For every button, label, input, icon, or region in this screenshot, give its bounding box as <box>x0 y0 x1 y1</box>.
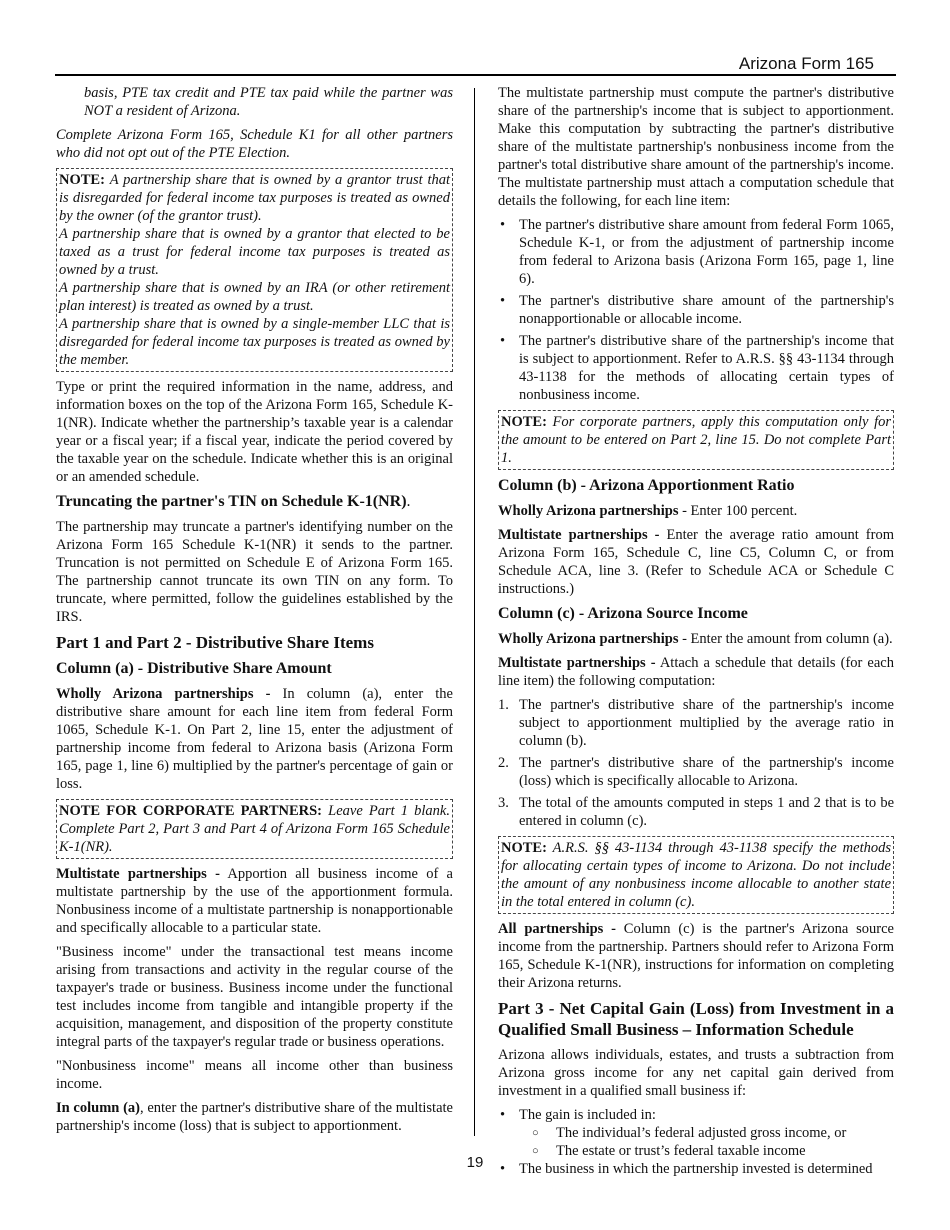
list-item: ○ The estate or trust’s federal taxable income <box>498 1142 894 1160</box>
note-label: NOTE: <box>59 172 105 188</box>
list-item: 3. The total of the amounts computed in steps 1 and 2 that is to be entered in column (c). <box>498 795 894 829</box>
multistate-compute-paragraph: The multistate partnership must compute the partner's distributive share of the partnership's income that is subject to apportionment. Make this computation by subtracting the partner's distributive share of the multistate partnership's nonbusiness income from the partner's total distributive share amount of the partnership's income. The multistate partnership must attach a computation schedule that details the following, for each line item: <box>498 85 894 209</box>
part3-paragraph: Arizona allows individuals, estates, and trusts a subtraction from Arizona gross income for any net capital gain derived from investment in a qualified small business if: <box>498 1047 894 1099</box>
column-b-multistate-paragraph: Multistate partnerships - Enter the average ratio amount from Arizona Form 165, Schedule C, line C5, Column C, or from Schedule ACA, line 3. (Refer to Schedule ACA or Schedule C instructions.) <box>498 527 894 597</box>
column-c-heading: Column (c) - Arizona Source Income <box>498 605 748 622</box>
column-b-wholly-paragraph: Wholly Arizona partnerships - Enter 100 percent. <box>498 503 798 519</box>
grantor-trust-note <box>56 168 453 372</box>
column-b-heading: Column (b) - Arizona Apportionment Ratio <box>498 477 795 494</box>
note-line: NOTE: A partnership share that is owned by a grantor trust that is disregarded for federal income tax purposes is treated as owned by the owner (of the grantor trust). <box>59 172 451 224</box>
list-item: • The business in which the partnership invested is determined <box>498 1160 894 1178</box>
column-a-heading: Column (a) - Distributive Share Amount <box>56 660 332 677</box>
continued-paragraph: basis, PTE tax credit and PTE tax paid while the partner was NOT a resident of Arizona. <box>84 85 453 119</box>
list-item: • The gain is included in: ○ The individual’s federal adjusted gross income, or ○ The estate or trust’s federal taxable income <box>498 1106 894 1160</box>
part3-heading: Part 3 - Net Capital Gain (Loss) from Investment in a Qualified Small Business – Information Schedule <box>498 999 894 1039</box>
list-item: ○ The individual’s federal adjusted gross income, or <box>498 1124 894 1142</box>
type-or-print-paragraph: Type or print the required information in the name, address, and information boxes on the top of the Arizona Form 165, Schedule K-1(NR). Indicate whether the partnership’s taxable year is a calendar year or a fiscal year; if a fiscal year, indicate the period covered by the taxable year on the schedule. Indicate whether this is an original or an amended schedule. <box>56 379 453 485</box>
column-divider <box>474 88 475 1136</box>
header-rule <box>55 74 896 76</box>
left-column <box>56 84 453 1141</box>
column-c-wholly-paragraph: Wholly Arizona partnerships - Enter the amount from column (a). <box>498 631 893 647</box>
in-column-a-paragraph: In column (a), enter the partner's distributive share of the multistate partnership's income (loss) that is subject to apportionment. <box>56 1100 453 1134</box>
column-c-multistate-paragraph: Multistate partnerships - Attach a schedule that details (for each line item) the following computation: <box>498 655 894 689</box>
business-income-paragraph: "Business income" under the transactional test means income arising from transactions and activity in the regular course of the taxpayer's trade or business. Business income under the functional test includes income from tangible and intangible property if the acquisition, management, and disposition of the property constitute integral parts of the taxpayer's regular trade or business operations. <box>56 944 453 1050</box>
form-title: Arizona Form 165 <box>738 54 874 73</box>
list-item: • The partner's distributive share of the partnership's income that is subject to apportionment. Refer to A.R.S. §§ 43-1134 through 43-1138 for the methods of allocating certain types of nonbusiness income. <box>498 332 894 404</box>
line-item-list <box>498 216 894 404</box>
all-partnerships-paragraph: All partnerships - Column (c) is the partner's Arizona source income from the partnership. Partners should refer to Arizona Form 165, Schedule K-1(NR), instructions for information on completing their Arizona returns. <box>498 921 894 991</box>
list-item: • The partner's distributive share amount of the partnership's nonapportionable or allocable income. <box>498 292 894 328</box>
multistate-paragraph: Multistate partnerships - Apportion all business income of a multistate partnership by the use of the apportionment formula. Nonbusiness income of a multistate partnership is nonapportionable and specifically allocable to a particular state. <box>56 866 453 936</box>
corporate-partners-note: NOTE FOR CORPORATE PARTNERS: Leave Part 1 blank. Complete Part 2, Part 3 and Part 4 of Arizona Form 165 Schedule K-1(NR). <box>56 799 453 859</box>
list-item: • The partner's distributive share amount from federal Form 1065, Schedule K-1, or from the adjustment of partnership income from federal to Arizona basis (Arizona Form 165, page 1, line 6). <box>498 216 894 288</box>
tin-paragraph: The partnership may truncate a partner's identifying number on the Arizona Form 165 Schedule K-1(NR) it sends to the partner. Truncation is not permitted on Schedule E of Arizona Form 165. The partnership cannot truncate its own TIN on any form. To truncate, where permitted, follow the guidelines established by the IRS. <box>56 519 453 625</box>
complete-k1-paragraph: Complete Arizona Form 165, Schedule K1 for all other partners who did not opt out of the PTE Election. <box>56 127 453 161</box>
note-line: A partnership share that is owned by a single-member LLC that is disregarded for federal income tax purposes is treated as owned by the member. <box>59 316 450 368</box>
page-number: 19 <box>466 1154 484 1171</box>
right-column <box>498 84 894 1182</box>
wholly-arizona-paragraph: Wholly Arizona partnerships - In column (a), enter the distributive share amount for each line item from federal Form 1065, Schedule K-1. On Part 2, line 15, enter the adjustment of partnership income from federal to Arizona basis (Arizona Form 165, page 1, line 6) multiplied by the partner's percentage of gain or loss. <box>56 686 453 792</box>
allocation-methods-note: NOTE: A.R.S. §§ 43-1134 through 43-1138 specify the methods for allocating certain types of income to Arizona. Do not include the amount of any nonbusiness income allocable to another state in the total entered in column (c). <box>498 836 894 914</box>
note-line: A partnership share that is owned by a grantor that elected to be taxed as a trust for federal income tax purposes is treated as owned by a trust. <box>59 226 450 278</box>
corporate-computation-note: NOTE: For corporate partners, apply this computation only for the amount to be entered on Part 2, line 15. Do not complete Part 1. <box>498 410 894 470</box>
computation-steps <box>498 696 894 830</box>
nonbusiness-income-paragraph: "Nonbusiness income" means all income other than business income. <box>56 1058 453 1092</box>
list-item: 1. The partner's distributive share of the partnership's income subject to apportionment multiplied by the average ratio in column (b). <box>498 697 894 749</box>
tin-heading: Truncating the partner's TIN on Schedule K-1(NR). <box>56 493 411 510</box>
part12-heading: Part 1 and Part 2 - Distributive Share Items <box>56 633 374 652</box>
note-line: A partnership share that is owned by an IRA (or other retirement plan interest) is treated as owned by a trust. <box>59 280 450 314</box>
list-item: 2. The partner's distributive share of the partnership's income (loss) which is specifically allocable to Arizona. <box>498 755 894 789</box>
